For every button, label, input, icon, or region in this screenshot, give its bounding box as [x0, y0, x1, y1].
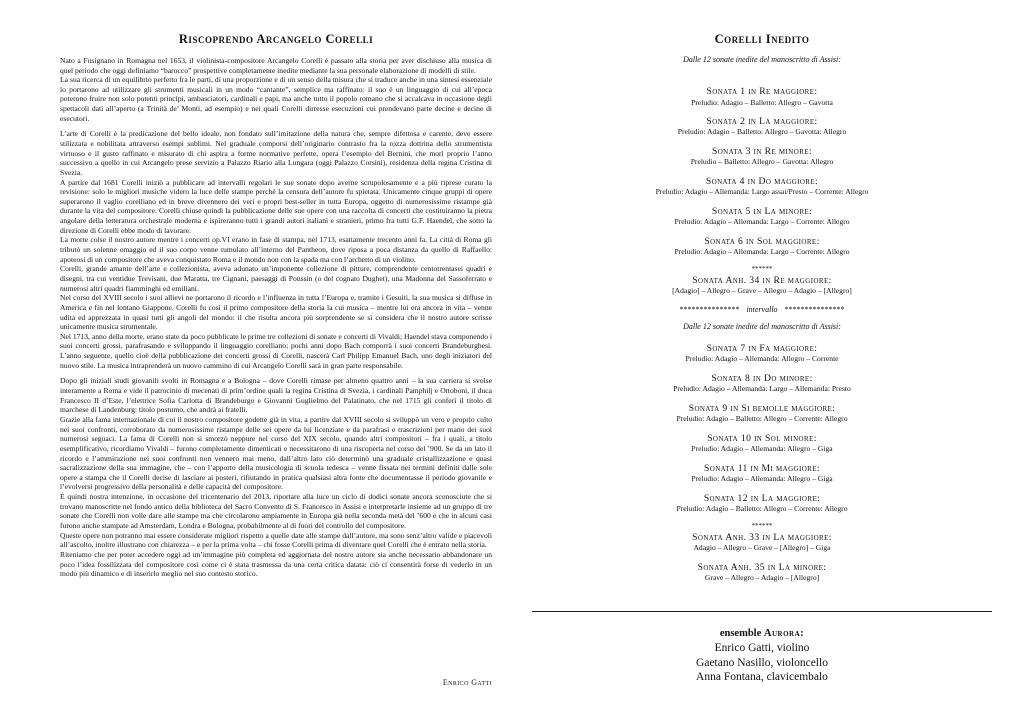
sonata-entry — [532, 463, 992, 484]
sonata-anh33 — [532, 532, 992, 553]
sonata-movements: Preludio: Adagio – Allemanda: Allegro – Giga — [691, 474, 833, 484]
essay-paragraph: La sua ricerca di un equilibrio perfetto fra le parti, di una proporzione e di un senso della misura che si traduce anche in una sintesi essenziale lo portarono ad utilizzare gli strumenti musicali in un modo “cantante”, semplice ma raffinato: il suo è un linguaggio di cui all’epoca poterono fruire non solo potenti principi, ambasciatori, cardinali e papi, ma anche tutto il popolo romano che si accalcava in occasione degli spettacoli dati all’aperto (a Trinità de’ Monti, ad esempio) e nei quali Corelli dirresse esecuzioni cui prendevano parte decine e decine di esecutori. — [60, 75, 492, 123]
ensemble-name: Aurora: — [763, 628, 805, 639]
essay-paragraph: Queste opere non potranno mai essere considerate migliori rispetto a quelle date alle stampe dall’autore, ma sono senz’altro valide e piacevoli all’ascolto, inoltre illustrano con chiarezza – e per la prima volta – chi fosse Corelli prima di diventare quel Corelli che è entrato nella storia. — [60, 530, 492, 550]
ensemble-member: Enrico Gatti, violino — [714, 642, 810, 654]
sonata-anh35 — [532, 562, 992, 583]
sonata-title: Sonata 4 in Do maggiore: — [705, 175, 819, 187]
essay-paragraph: È quindi nostra intenzione, in occasione del tricentenario del 2013, riportare alla luce un ciclo di dodici sonate ancora sconosciute che si trovano manoscritte nel fondo antico della biblioteca del Sacro Convento di S. Francesco in Assisi e interpretarle insieme ad un gruppo di tre sonate che Corelli non volle dare alle stampe ma che circolarono ampiamente in Europa già nella seconda metà del ’600 e che in alcuni casi furono anche stampate ad Amsterdam, Londra e Bologna, probabilmente al di fuori del controllo del compositore. — [60, 492, 492, 530]
sonata-title: Sonata 9 in Si bemolle maggiore: — [688, 402, 836, 414]
sonata-entry — [532, 86, 992, 107]
sonata-entry — [532, 146, 992, 167]
divider-rule — [532, 611, 992, 612]
sonata-entry — [532, 176, 992, 197]
intervallo-line — [532, 305, 992, 314]
sonata-movements: [Adagio] – Allegro – Grave – Allegro – Adagio – [Allegro] — [672, 286, 852, 296]
essay-paragraph: La morte colse il nostro autore mentre i concerti op.VI erano in fase di stampa, nel 1713, esattamente trecento anni fa. La città di Roma gli tributò un solenne omaggio ed il suo corpo venne tumulato all’interno del Pantheon, dove riposa a poca distanza da quello di Raffaello: apoteosi di un compositore che aveva conquistato Roma e il mondo non con la spada ma con l’archetto di un violino. — [60, 235, 492, 264]
sonata-movements: Preludio: Adagio – Balletto: Allegro – Corrente: Allegro — [676, 504, 848, 514]
sonata-title: Sonata Anh. 35 in La minore: — [697, 561, 827, 573]
sonata-entry — [532, 493, 992, 514]
essay-paragraph: Riteniamo che per poter accedere oggi ad un’immagine più completa ed aggiornata del nostro autore sia anche necessario abbandonare un poco l’idea fossilizzata del compositore così come ci è stata trasmessa da una certa critica datata: ciò ci consentirà forse di vederlo in un modo più dinamico e di inserirlo meglio nel suo contesto storico. — [60, 549, 492, 579]
sonata-movements: Preludio: Adagio – Balletto: Allegro – Corrente: Allegro — [676, 414, 848, 424]
sonata-movements: Preludio: Adagio – Balletto: Allegro – Gavotta — [691, 97, 833, 107]
sonata-title: Sonata 2 in La maggiore: — [706, 115, 818, 127]
essay-paragraph: L’arte di Corelli è la predicazione del bello ideale, non fondato sull’imitazione della natura che, sempre difettosa e carente, deve essere stilizzata e nobilitata attraverso esempi sublimi. Nel graduale comporsi dell’originario contrasto fra la rozza dottrina dello strumentista virtuoso e il gusto raffinato e misurato di chi aspira a forme normative perfette, opera l’esempio del Bernini, che morì proprio l’anno successivo a quello in cui Arcangelo prese servizio a Palazzo Riario alla Lungara (oggi Palazzo Corsini), residenza della regina Cristina di Svezia. — [60, 129, 492, 177]
sonata-movements: Preludio: Adagio – Allemanda: Largo – Corrente: Allegro — [674, 217, 850, 227]
separator-stars: ****** — [751, 264, 773, 273]
sonata-anh34 — [532, 275, 992, 296]
essay-paragraph: Grazie alla fama internazionale di cui il nostro compositore godette già in vita, a partire dal XVIII secolo si sviluppò un vero e proprio culto nei suoi confronti, corroborato da numerosissime ristampe delle sei opere da lui licenziate e da parafrasi e trascrizioni per mano dei suoi numerosi seguaci. La fama di Corelli non si smorzò neppure nel corso del XIX secolo, quando altri compositori – fra i quali, a titolo esemplificativo, ricordiamo Vivaldi – furono completamente dimenticati e necessitarono di una riscoperta nel corso del ’900. Se da un lato il ricordo e l’ammirazione nei suoi confronti non vennero mai meno, dall’altro lato ciò determinò una graduale cristallizzazione e quasi sacralizzazione della sua immagine, che – con l’apporto della musicologia di scuola tedesca – venne fissata nei termini definiti dalle sole opere a stampa che il Corelli decise di lasciare ai posteri, rifiutando in pratica qualsiasi altra fonte che documentasse il periodo giovanile e l’evolversi progressivo della personalità e delle capacità del compositore. — [60, 414, 492, 492]
sonata-title: Sonata 8 in Do minore: — [711, 372, 813, 384]
sonata-movements: Preludio: Adagio – Allemanda: Largo assai/Presto – Corrente: Allegro — [655, 187, 869, 197]
sonata-title: Sonata 5 in La minore: — [711, 205, 813, 217]
separator-stars-2: ****** — [751, 521, 773, 530]
program-part-1 — [532, 86, 992, 257]
sonata-entry — [532, 343, 992, 364]
sonata-movements: Preludio: Adagio – Allemanda: Largo – Allemanda: Presto — [673, 384, 851, 394]
ensemble-block — [532, 628, 992, 685]
sonata-title: Sonata Anh. 33 in La maggiore: — [692, 531, 832, 543]
sonata-title: Sonata Anh. 34 in Re maggiore: — [692, 274, 832, 286]
sonata-entry — [532, 116, 992, 137]
ensemble-member: Gaetano Nasillo, violoncello — [696, 656, 828, 669]
essay-paragraph: A partire dal 1681 Corelli iniziò a pubblicare ad intervalli regolari le sue sonate dopo averne scrupolosamente e a più riprese curato la revisione: solo le migliori musiche videro la luce delle stampe perché la censura dell’autore fu spietata. Unicamente cinque gruppi di opere superarono il vaglio corelliano ed in breve divennero dei veri e propri best-seller in tutta Europa, oggetto di numerosissime ristampe già durante la vita del compositore. Corelli chiuse quindi la pubblicazione delle sue opere con una raccolta di concerti che costituiranno la pietra angolare della letteratura orchestrale moderna e ispireranno tutti i grandi autori italiani e stranieri, primo fra tutti G.F. Haendel, che sotto la direzione di Corelli ebbe modo di lavorare. — [60, 177, 492, 235]
essay-paragraph: Corelli, grande amante dell’arte e collezionista, aveva adunato un’imponente collezione di pitture, comprendente centotrentasei quadri e disegni, tra cui ventidue Trevisani, due Maratta, tre Cignani, paesaggi di Poussin (o del cognato Dughet), una Madonna del Sassoferrato e numerosi altri quadri fiamminghi ed emiliani. — [60, 264, 492, 293]
intervallo-stars-left: *************** — [679, 304, 740, 314]
sonata-entry — [532, 373, 992, 394]
program-subtitle-2: Dalle 12 sonate inedite del manoscritto di Assisi: — [683, 321, 841, 331]
program-column — [532, 32, 992, 592]
sonata-movements: Preludio: Adagio – Allemanda: Allegro – Corrente — [685, 354, 839, 364]
sonata-movements: Preludio: Adagio – Allemanda: Allegro – Giga — [691, 444, 833, 454]
sonata-title: Sonata 12 in La maggiore: — [703, 492, 821, 504]
essay-paragraph: Nato a Fusignano in Romagna nel 1653, il violinista-compositore Arcangelo Corelli è passato alla storia per aver dischiuso alla musica di quel periodo che oggi definiamo “barocco” prospettive completamente inedite mediante la sua personale elaborazione di modelli di stile. — [60, 55, 492, 75]
essay-paragraph: Dopo gli iniziali studi giovanili svolti in Romagna e a Bologna – dove Corelli rimase per almeno quattro anni – la sua carriera si svolse interamente a Roma e vide il patrocinio di mecenati di prim’ordine quali la regina Cristina di Svezia, i cardinali Pamphilj e Ottoboni, il duca Francesco II d’Este, l’elettrice Sofia Carlotta di Brandeburgo e Giovanni Guglielmo del Palatinato, che nel 1715 gli conferì il titolo di marchese di Landenburg: titolo postumo, che andrà ai fratelli. — [60, 376, 492, 415]
ensemble-members — [532, 641, 992, 685]
sonata-title: Sonata 10 in Sol minore: — [707, 432, 817, 444]
sonata-title: Sonata 1 in Re maggiore: — [706, 86, 818, 97]
program-part-2 — [532, 343, 992, 514]
ensemble-label: ensemble — [719, 628, 762, 639]
program-subtitle: Dalle 12 sonate inedite del manoscritto di Assisi: — [683, 55, 841, 64]
intervallo-stars-right: *************** — [784, 304, 845, 314]
essay-signature: Enrico Gatti — [442, 678, 492, 687]
sonata-movements: Preludio: Adagio – Balletto: Allegro – Gavotta: Allegro — [677, 127, 847, 137]
sonata-title: Sonata 6 in Sol maggiore: — [704, 235, 820, 247]
sonata-entry — [532, 236, 992, 257]
sonata-title: Sonata 3 in Re minore: — [711, 145, 813, 157]
sonata-title: Sonata 7 in Fa maggiore: — [706, 342, 818, 354]
sonata-title: Sonata 11 in Mi maggiore: — [704, 462, 820, 474]
sonata-movements: Adagio – Allegro – Grave – [Allegro] – Giga — [693, 543, 831, 553]
essay-body — [60, 56, 492, 579]
intervallo-word: intervallo — [746, 304, 778, 314]
sonata-movements: Grave – Allegro – Adagio – [Allegro] — [704, 573, 820, 583]
sonata-movements: Preludio: Adagio – Allemanda: Largo – Corrente: Allegro — [674, 247, 850, 257]
sonata-entry — [532, 206, 992, 227]
essay-title: Riscoprendo Arcangelo Corelli — [178, 32, 374, 46]
ensemble-member: Anna Fontana, clavicembalo — [696, 671, 828, 684]
sonata-movements: Preludio – Balletto: Allegro – Gavotta: Allegro — [690, 157, 834, 167]
ensemble-heading — [532, 628, 992, 639]
sonata-entry — [532, 403, 992, 424]
program-title: Corelli Inedito — [714, 32, 810, 46]
essay-paragraph: Nel corso del XVIII secolo i suoi allievi ne portarono il ricordo e l’influenza in tutta l’Europa e, tramite i Gesuiti, la sua musica si diffuse in America e fin nel lontano Giappone. Corelli fu così il primo compositore della storia la cui musica – mentre lui era ancora in vita – venne udita ed apprezzata in quasi tutti gli angoli del mondo: il che risulta ancora più sorprendente se si considera che il nostro autore scrisse unicamente musica strumentale. — [60, 293, 492, 332]
essay-paragraph: Nel 1713, anno della morte, erano state da poco pubblicate le prime tre collezioni di sonate e concerti di Vivaldi; Haendel stava componendo i suoi concerti grossi, parafrasando e sviluppando il linguaggio corelliano; pochi anni dopo Bach comporrà i suoi concerti Brandeburghesi. L’anno seguente, quello cioè della pubblicazione dei concerti grossi di Corelli, nascerà Carl Philipp Emanuel Bach, uno degli iniziatori del nuovo stile. La musica intraprenderà un nuovo cammino di cui Arcangelo Corelli sarà in gran parte responsabile. — [60, 331, 492, 370]
essay-column — [60, 32, 492, 692]
sonata-entry — [532, 433, 992, 454]
